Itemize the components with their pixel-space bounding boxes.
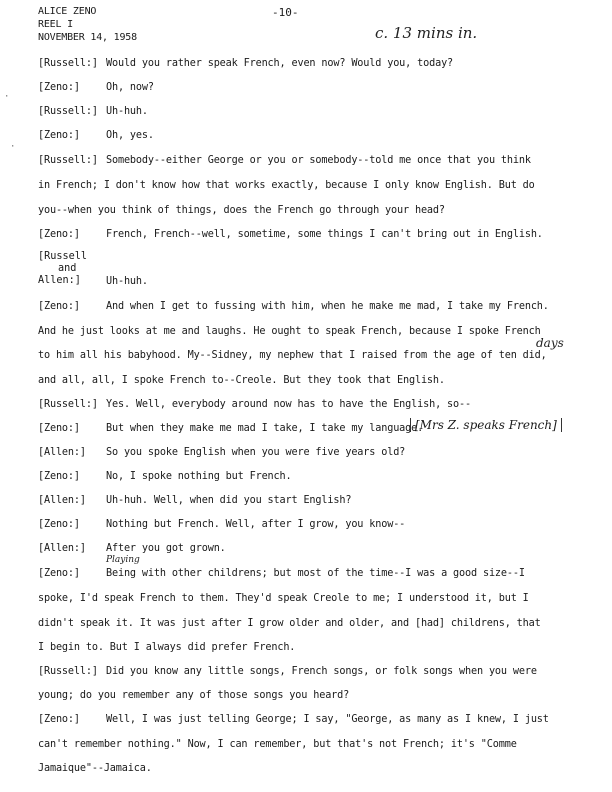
- speaker-label: [Zeno:]: [38, 568, 80, 579]
- line-text: French, French--well, sometime, some things I can't bring out in English.: [106, 229, 543, 240]
- line-text: No, I spoke nothing but French.: [106, 471, 292, 482]
- speaker-label: [Russell:]: [38, 399, 98, 410]
- line-text: Jamaique"--Jamaica.: [38, 763, 152, 774]
- line-text: Uh-huh.: [106, 106, 148, 117]
- margin-mark: ·: [4, 92, 10, 102]
- speaker-label: and: [58, 263, 77, 274]
- handwritten-bracket-note: [Mrs Z. speaks French]: [410, 418, 562, 432]
- speaker-label: [Zeno:]: [38, 301, 80, 312]
- speaker-label: [Zeno:]: [38, 229, 80, 240]
- speaker-label: [Zeno:]: [38, 423, 80, 434]
- multi-speaker-label: [38, 251, 87, 287]
- page-number: -10-: [272, 6, 299, 19]
- line-text: Nothing but French. Well, after I grow, you know--: [106, 519, 406, 530]
- line-text: and all, all, I spoke French to--Creole. But they took that English.: [38, 375, 445, 386]
- line-text: spoke, I'd speak French to them. They'd speak Creole to me; I understood it, but I: [38, 593, 529, 604]
- line-text: can't remember nothing." Now, I can remember, but that's not French; it's "Comme: [38, 739, 517, 750]
- line-text: After you got grown.: [106, 543, 226, 554]
- speaker-label: [Zeno:]: [38, 714, 80, 725]
- line-text: Well, I was just telling George; I say, "George, as many as I knew, I just: [106, 714, 549, 725]
- speaker-label: [Zeno:]: [38, 471, 80, 482]
- line-text: Uh-huh.: [106, 276, 148, 287]
- speaker-label: [Russell: [38, 251, 88, 262]
- line-text: Being with other childrens; but most of the time--I was a good size--I: [106, 568, 525, 579]
- speaker-label: [Zeno:]: [38, 519, 80, 530]
- line-text: to him all his babyhood. My--Sidney, my nephew that I raised from the age of ten did,: [38, 350, 547, 361]
- speaker-label: Allen:]: [38, 275, 81, 286]
- line-text: Oh, yes.: [106, 130, 154, 141]
- line-text: Would you rather speak French, even now? Would you, today?: [106, 58, 454, 69]
- line-text: And he just looks at me and laughs. He ought to speak French, because I spoke French: [38, 326, 541, 337]
- line-text: in French; I don't know how that works exactly, because I only know English. But do: [38, 180, 535, 191]
- handwritten-insertion: Playing: [106, 555, 140, 565]
- header-date: NOVEMBER 14, 1958: [38, 32, 137, 43]
- speaker-label: [Russell:]: [38, 106, 98, 117]
- header-name: ALICE ZENO: [38, 6, 97, 17]
- line-text: But when they make me mad I take, I take my language.: [106, 423, 424, 434]
- handwritten-correction: days: [536, 336, 564, 350]
- line-text: Uh-huh. Well, when did you start English?: [106, 495, 352, 506]
- speaker-label: [Allen:]: [38, 495, 86, 506]
- line-text: didn't speak it. It was just after I grow older and older, and [had] childrens, that: [38, 618, 541, 629]
- speaker-label: [Russell:]: [38, 58, 98, 69]
- line-text: Somebody--either George or you or somebody--told me once that you think: [106, 155, 531, 166]
- speaker-label: [Zeno:]: [38, 130, 80, 141]
- line-text: you--when you think of things, does the French go through your head?: [38, 205, 445, 216]
- handwritten-time-note: c. 13 mins in.: [375, 24, 478, 42]
- speaker-label: [Russell:]: [38, 666, 98, 677]
- speaker-label: [Allen:]: [38, 543, 86, 554]
- line-text: young; do you remember any of those songs you heard?: [38, 690, 350, 701]
- margin-mark: ·: [10, 142, 16, 152]
- speaker-label: [Zeno:]: [38, 82, 80, 93]
- line-text: So you spoke English when you were five years old?: [106, 447, 406, 458]
- line-text: Yes. Well, everybody around now has to have the English, so--: [106, 399, 471, 410]
- speaker-label: [Allen:]: [38, 447, 86, 458]
- line-text: I begin to. But I always did prefer French.: [38, 642, 296, 653]
- line-text: Did you know any little songs, French songs, or folk songs when you were: [106, 666, 537, 677]
- line-text: And when I get to fussing with him, when he make me mad, I take my French.: [106, 301, 549, 312]
- header-reel: REEL I: [38, 19, 73, 30]
- speaker-label: [Russell:]: [38, 155, 98, 166]
- line-text: Oh, now?: [106, 82, 154, 93]
